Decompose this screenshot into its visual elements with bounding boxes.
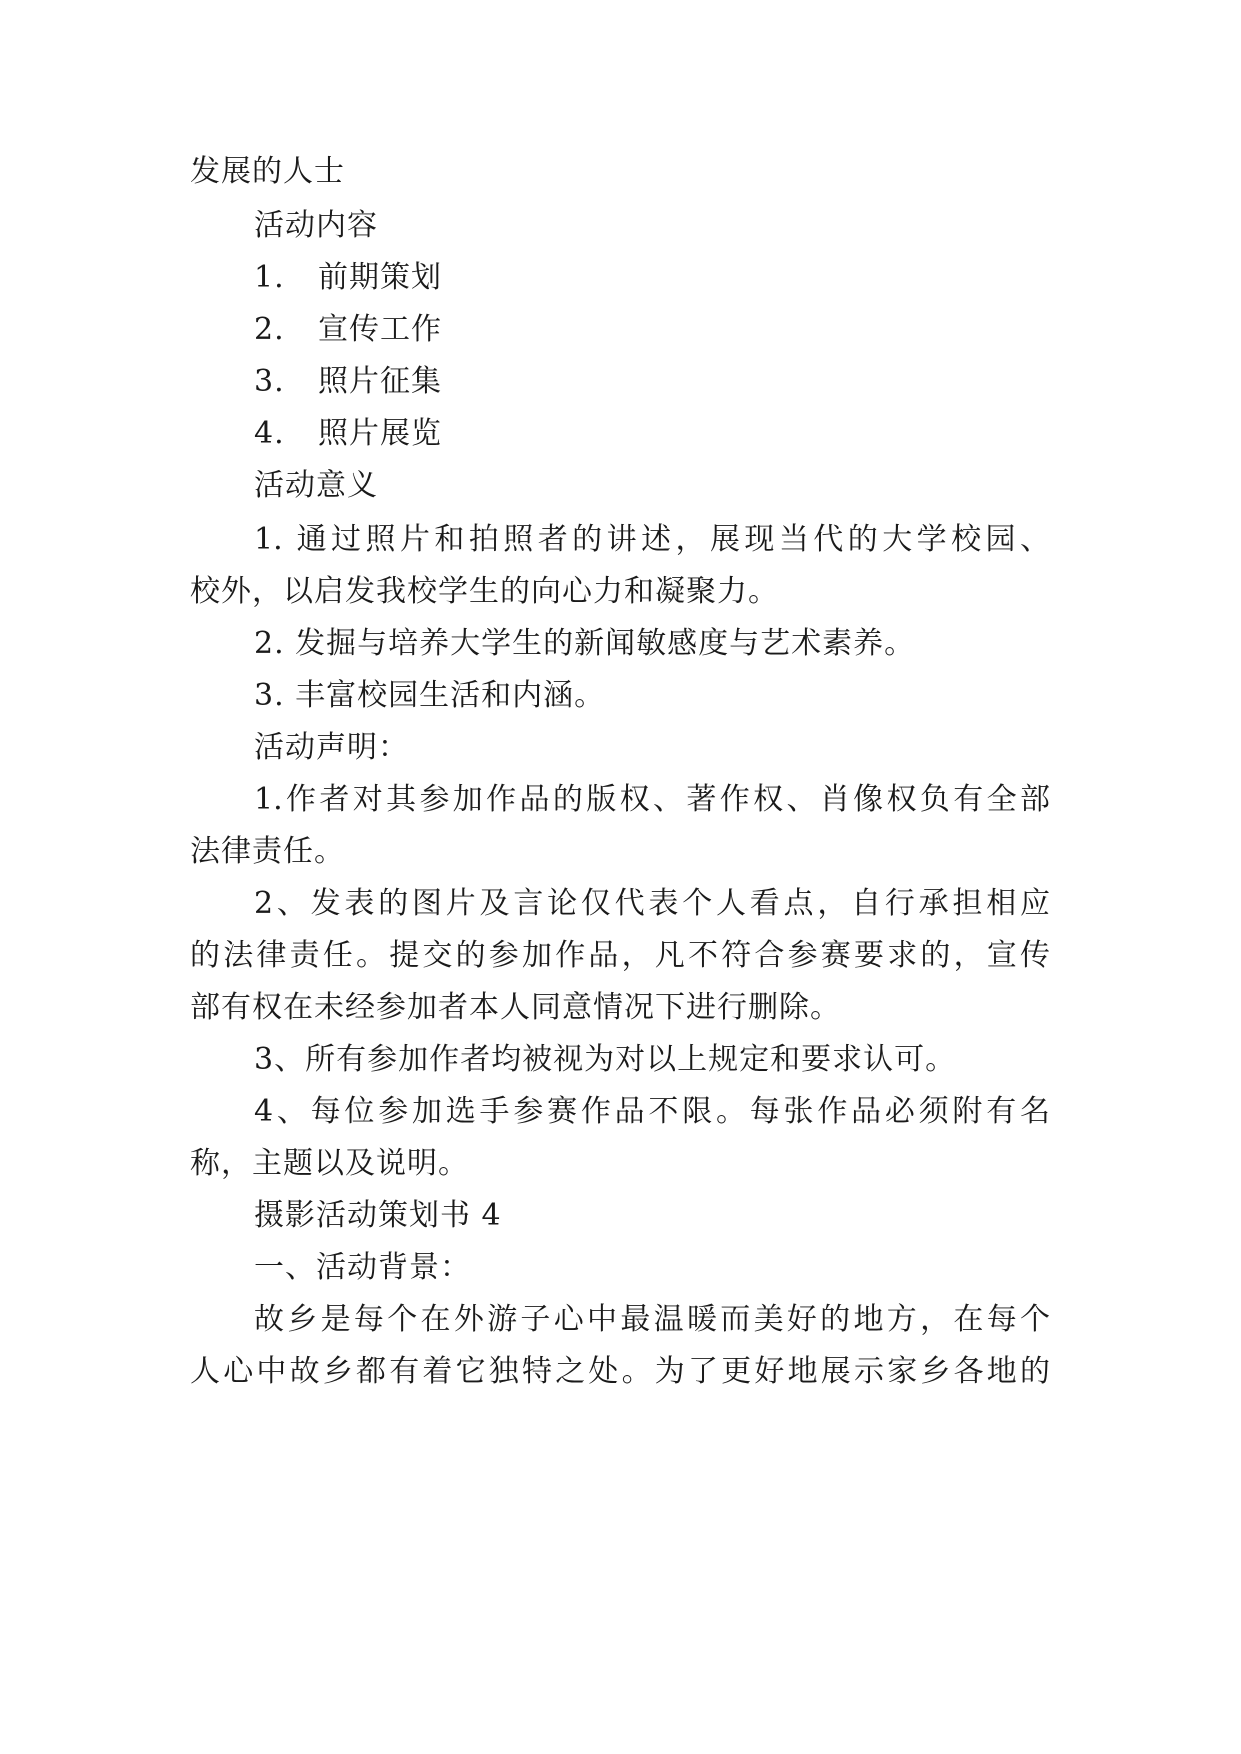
list-item <box>254 362 442 402</box>
document-title: 摄影活动策划书 4 <box>254 1198 502 1233</box>
body-text-line: 3. 丰富校园生活和内涵。 <box>254 678 606 713</box>
body-text-line: 的法律责任。提交的参加作品，凡不符合参赛要求的，宣传 <box>190 938 1050 973</box>
body-text-line: 3、所有参加作者均被视为对以上规定和要求认可。 <box>254 1042 957 1077</box>
body-text-line: 4、每位参加选手参赛作品不限。每张作品必须附有名 <box>254 1094 1050 1129</box>
body-text-line: 故乡是每个在外游子心中最温暖而美好的地方，在每个 <box>254 1302 1050 1337</box>
list-item-text: 前期策划 <box>318 260 442 295</box>
list-number: 3. <box>254 364 285 399</box>
body-text-line: 1.作者对其参加作品的版权、著作权、肖像权负有全部 <box>254 782 1050 817</box>
section-heading-activity-statement: 活动声明： <box>254 730 409 765</box>
body-text-line: 法律责任。 <box>190 834 345 869</box>
list-item <box>254 258 442 298</box>
body-text-line: 发展的人士 <box>190 154 345 189</box>
body-text-line: 校外，以启发我校学生的向心力和凝聚力。 <box>190 574 779 609</box>
section-heading-activity-content: 活动内容 <box>254 208 378 243</box>
list-number: 4. <box>254 416 285 451</box>
list-item-text: 照片征集 <box>318 364 442 399</box>
list-item <box>254 310 442 350</box>
section-heading-background: 一、活动背景： <box>254 1250 471 1285</box>
body-text-line: 部有权在未经参加者本人同意情况下进行删除。 <box>190 990 841 1025</box>
body-text-line: 2、发表的图片及言论仅代表个人看点，自行承担相应 <box>254 886 1050 921</box>
body-text-line: 人心中故乡都有着它独特之处。为了更好地展示家乡各地的 <box>190 1354 1050 1389</box>
list-item <box>254 414 442 454</box>
list-number: 1. <box>254 260 285 295</box>
body-text-line: 1. 通过照片和拍照者的讲述，展现当代的大学校园、 <box>254 522 1050 557</box>
list-item-text: 宣传工作 <box>318 312 442 347</box>
body-text-line: 2. 发掘与培养大学生的新闻敏感度与艺术素养。 <box>254 626 916 661</box>
list-item-text: 照片展览 <box>318 416 442 451</box>
body-text-line: 称，主题以及说明。 <box>190 1146 469 1181</box>
list-number: 2. <box>254 312 285 347</box>
section-heading-activity-significance: 活动意义 <box>254 468 378 503</box>
